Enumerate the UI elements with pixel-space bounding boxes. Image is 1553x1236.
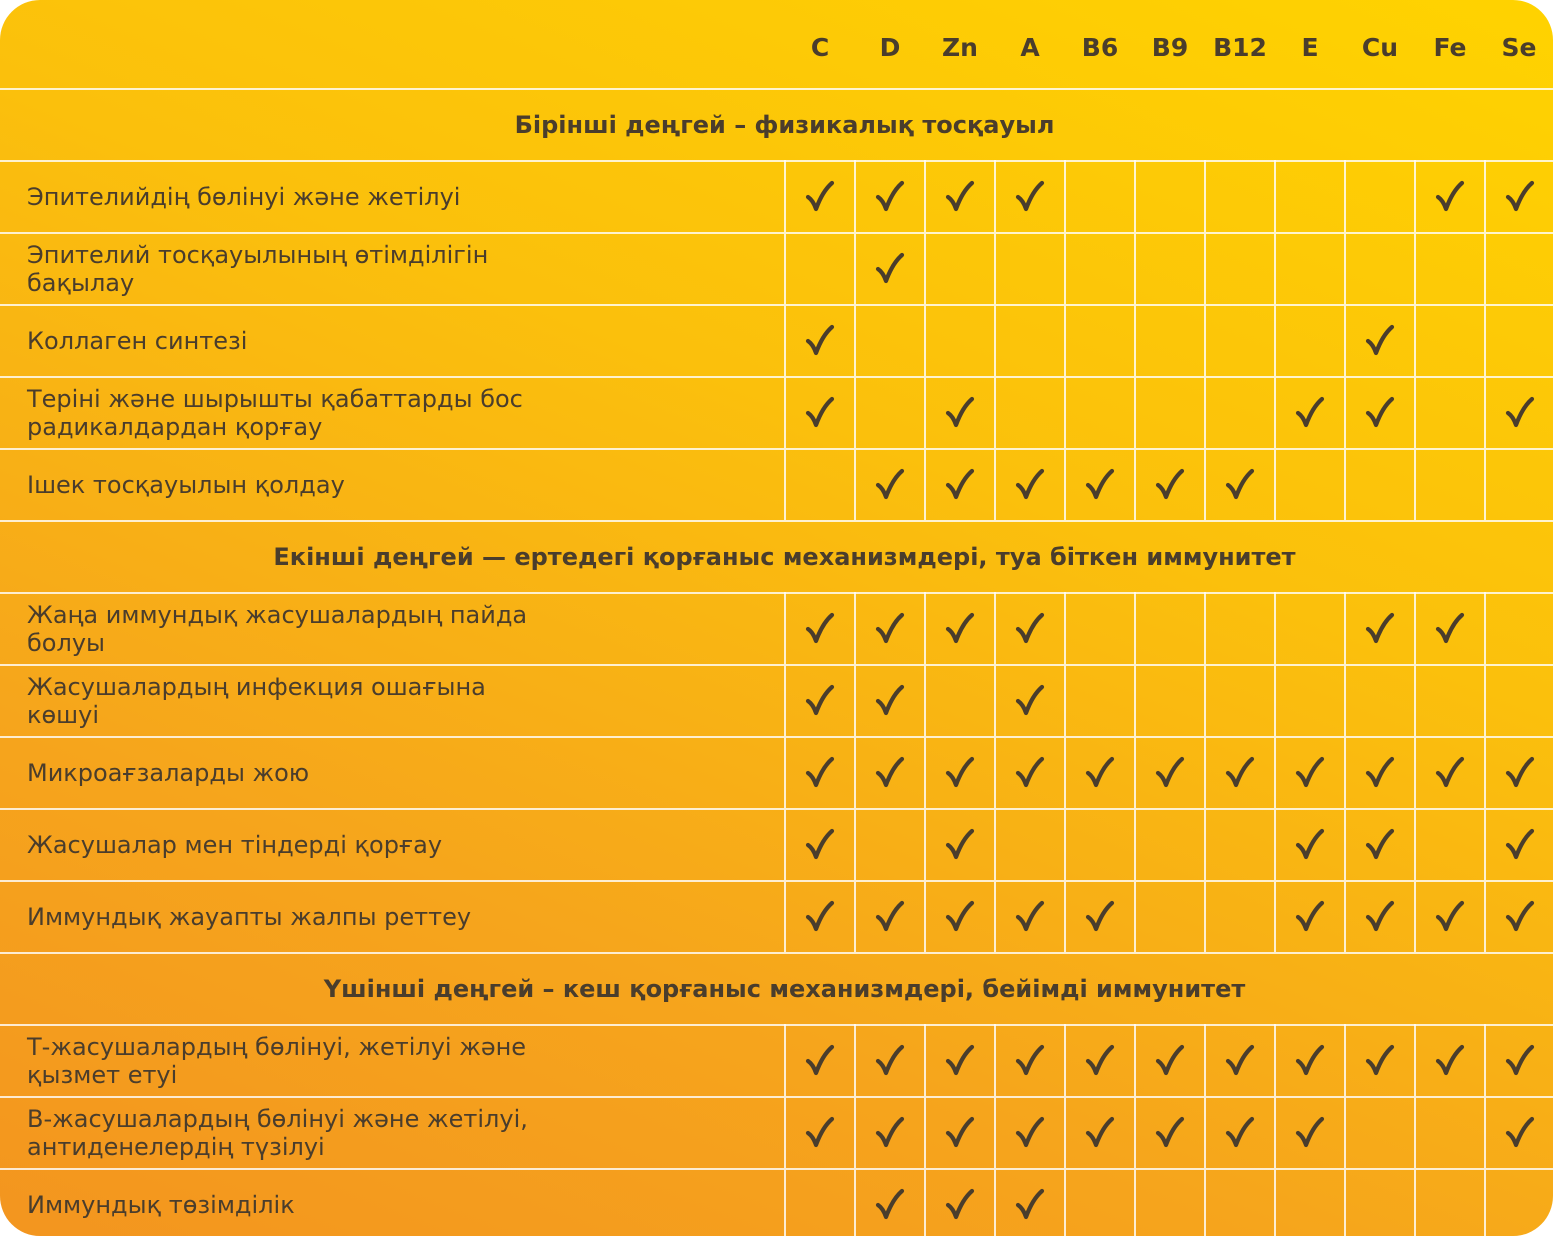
cell-a bbox=[995, 233, 1065, 305]
column-header-row bbox=[0, 0, 1553, 89]
cell-zn bbox=[925, 737, 995, 809]
section-row bbox=[0, 89, 1553, 161]
cell-fe bbox=[1415, 881, 1485, 953]
checkmark-icon bbox=[1015, 180, 1045, 214]
cell-b6 bbox=[1065, 1097, 1135, 1169]
checkmark-icon bbox=[1015, 612, 1045, 646]
cell-se bbox=[1485, 665, 1553, 737]
checkmark-icon bbox=[875, 684, 905, 718]
cell-fe bbox=[1415, 1025, 1485, 1097]
cell-cu bbox=[1345, 161, 1415, 233]
row-label: Иммундық жауапты жалпы реттеу bbox=[0, 881, 785, 953]
checkmark-icon bbox=[1505, 756, 1535, 790]
checkmark-icon bbox=[1505, 828, 1535, 862]
checkmark-icon bbox=[945, 756, 975, 790]
cell-fe bbox=[1415, 665, 1485, 737]
checkmark-icon bbox=[1015, 1044, 1045, 1078]
checkmark-icon bbox=[1295, 1116, 1325, 1150]
column-header-e: E bbox=[1275, 0, 1345, 89]
checkmark-icon bbox=[1365, 396, 1395, 430]
cell-b6 bbox=[1065, 449, 1135, 521]
cell-b12 bbox=[1205, 161, 1275, 233]
checkmark-icon bbox=[945, 1044, 975, 1078]
checkmark-icon bbox=[1365, 900, 1395, 934]
cell-b6 bbox=[1065, 881, 1135, 953]
checkmark-icon bbox=[1365, 828, 1395, 862]
cell-cu bbox=[1345, 1169, 1415, 1236]
cell-c bbox=[785, 1025, 855, 1097]
cell-b9 bbox=[1135, 305, 1205, 377]
cell-d bbox=[855, 1025, 925, 1097]
cell-c bbox=[785, 449, 855, 521]
cell-a bbox=[995, 809, 1065, 881]
cell-se bbox=[1485, 449, 1553, 521]
cell-c bbox=[785, 737, 855, 809]
column-header-b9: B9 bbox=[1135, 0, 1205, 89]
cell-fe bbox=[1415, 737, 1485, 809]
cell-a bbox=[995, 377, 1065, 449]
checkmark-icon bbox=[1295, 1044, 1325, 1078]
cell-b12 bbox=[1205, 1169, 1275, 1236]
checkmark-icon bbox=[1435, 900, 1465, 934]
checkmark-icon bbox=[1505, 1116, 1535, 1150]
checkmark-icon bbox=[1435, 1044, 1465, 1078]
cell-cu bbox=[1345, 1097, 1415, 1169]
checkmark-icon bbox=[1365, 756, 1395, 790]
cell-d bbox=[855, 593, 925, 665]
row-label: Иммундық төзімділік bbox=[27, 1191, 295, 1219]
checkmark-icon bbox=[805, 180, 835, 214]
checkmark-icon bbox=[1505, 900, 1535, 934]
table-row bbox=[0, 1025, 1553, 1097]
cell-b6 bbox=[1065, 161, 1135, 233]
section-row bbox=[0, 953, 1553, 1025]
cell-d bbox=[855, 881, 925, 953]
section-title: Бірінші деңгей – физикалық тосқауыл bbox=[0, 89, 1553, 161]
cell-c bbox=[785, 305, 855, 377]
row-label: Жасушалар мен тіндерді қорғау bbox=[0, 809, 785, 881]
checkmark-icon bbox=[1225, 1116, 1255, 1150]
cell-b12 bbox=[1205, 809, 1275, 881]
table-row bbox=[0, 377, 1553, 449]
table-row bbox=[0, 593, 1553, 665]
cell-b6 bbox=[1065, 305, 1135, 377]
row-label: Жасушалардың инфекция ошағына көшуі bbox=[0, 665, 785, 737]
cell-se bbox=[1485, 593, 1553, 665]
table-row bbox=[0, 881, 1553, 953]
cell-d bbox=[855, 737, 925, 809]
checkmark-icon bbox=[945, 1116, 975, 1150]
cell-b9 bbox=[1135, 881, 1205, 953]
cell-se bbox=[1485, 1025, 1553, 1097]
row-label: Микроағзаларды жою bbox=[0, 737, 785, 809]
checkmark-icon bbox=[1155, 756, 1185, 790]
cell-c bbox=[785, 809, 855, 881]
cell-b12 bbox=[1205, 665, 1275, 737]
cell-d bbox=[855, 305, 925, 377]
cell-fe bbox=[1415, 305, 1485, 377]
checkmark-icon bbox=[1295, 900, 1325, 934]
cell-fe bbox=[1415, 809, 1485, 881]
cell-cu bbox=[1345, 809, 1415, 881]
cell-zn bbox=[925, 161, 995, 233]
cell-b9 bbox=[1135, 449, 1205, 521]
cell-b6 bbox=[1065, 593, 1135, 665]
cell-zn bbox=[925, 449, 995, 521]
cell-b6 bbox=[1065, 1025, 1135, 1097]
cell-zn bbox=[925, 1097, 995, 1169]
checkmark-icon bbox=[945, 900, 975, 934]
cell-b12 bbox=[1205, 1025, 1275, 1097]
cell-b9 bbox=[1135, 1025, 1205, 1097]
cell-a bbox=[995, 593, 1065, 665]
cell-b6 bbox=[1065, 809, 1135, 881]
column-header-cu: Cu bbox=[1345, 0, 1415, 89]
cell-d bbox=[855, 809, 925, 881]
cell-se bbox=[1485, 809, 1553, 881]
checkmark-icon bbox=[1085, 1044, 1115, 1078]
cell-b12 bbox=[1205, 233, 1275, 305]
cell-cu bbox=[1345, 1025, 1415, 1097]
cell-c bbox=[785, 593, 855, 665]
checkmark-icon bbox=[875, 1044, 905, 1078]
cell-zn bbox=[925, 593, 995, 665]
cell-se bbox=[1485, 305, 1553, 377]
checkmark-icon bbox=[805, 828, 835, 862]
cell-e bbox=[1275, 881, 1345, 953]
cell-cu bbox=[1345, 233, 1415, 305]
column-header-fe: Fe bbox=[1415, 0, 1485, 89]
cell-cu bbox=[1345, 593, 1415, 665]
table-row bbox=[0, 233, 1553, 305]
cell-b12 bbox=[1205, 305, 1275, 377]
checkmark-icon bbox=[1505, 180, 1535, 214]
column-header-se: Se bbox=[1485, 0, 1553, 89]
row-label: Ішек тосқауылын қолдау bbox=[0, 449, 785, 521]
cell-zn bbox=[925, 881, 995, 953]
checkmark-icon bbox=[875, 252, 905, 286]
checkmark-icon bbox=[1365, 612, 1395, 646]
column-header-c: C bbox=[785, 0, 855, 89]
cell-fe bbox=[1415, 233, 1485, 305]
cell-b6 bbox=[1065, 737, 1135, 809]
cell-b9 bbox=[1135, 737, 1205, 809]
cell-d bbox=[855, 1169, 925, 1236]
checkmark-icon bbox=[1155, 1044, 1185, 1078]
cell-b6 bbox=[1065, 377, 1135, 449]
cell-cu bbox=[1345, 305, 1415, 377]
checkmark-icon bbox=[1435, 612, 1465, 646]
row-label: Т-жасушалардың бөлінуі, жетілуі және қызмет етуі bbox=[0, 1025, 785, 1097]
header-corner bbox=[0, 0, 785, 89]
cell-c bbox=[785, 161, 855, 233]
cell-d bbox=[855, 233, 925, 305]
cell-c bbox=[785, 1097, 855, 1169]
checkmark-icon bbox=[1295, 828, 1325, 862]
cell-b9 bbox=[1135, 593, 1205, 665]
checkmark-icon bbox=[805, 612, 835, 646]
cell-d bbox=[855, 377, 925, 449]
checkmark-icon bbox=[1155, 1116, 1185, 1150]
table-row bbox=[0, 809, 1553, 881]
cell-se bbox=[1485, 881, 1553, 953]
checkmark-icon bbox=[1225, 756, 1255, 790]
cell-se bbox=[1485, 1169, 1553, 1236]
checkmark-icon bbox=[805, 1044, 835, 1078]
cell-e bbox=[1275, 1097, 1345, 1169]
cell-fe bbox=[1415, 449, 1485, 521]
cell-d bbox=[855, 1097, 925, 1169]
checkmark-icon bbox=[1295, 756, 1325, 790]
checkmark-icon bbox=[805, 324, 835, 358]
section-title: Екінші деңгей — ертедегі қорғаныс механизмдері, туа біткен иммунитет bbox=[0, 521, 1553, 593]
checkmark-icon bbox=[1155, 468, 1185, 502]
checkmark-icon bbox=[1085, 756, 1115, 790]
cell-fe bbox=[1415, 1097, 1485, 1169]
section-title: Үшінші деңгей – кеш қорғаныс механизмдері, бейімді иммунитет bbox=[0, 953, 1553, 1025]
cell-b12 bbox=[1205, 449, 1275, 521]
cell-e bbox=[1275, 377, 1345, 449]
cell-e bbox=[1275, 593, 1345, 665]
cell-a bbox=[995, 161, 1065, 233]
cell-se bbox=[1485, 737, 1553, 809]
checkmark-icon bbox=[805, 900, 835, 934]
cell-b12 bbox=[1205, 1097, 1275, 1169]
column-header-zn: Zn bbox=[925, 0, 995, 89]
cell-b12 bbox=[1205, 881, 1275, 953]
cell-d bbox=[855, 161, 925, 233]
cell-e bbox=[1275, 1025, 1345, 1097]
checkmark-icon bbox=[1435, 180, 1465, 214]
cell-d bbox=[855, 665, 925, 737]
cell-b9 bbox=[1135, 161, 1205, 233]
checkmark-icon bbox=[875, 756, 905, 790]
cell-zn bbox=[925, 305, 995, 377]
checkmark-icon bbox=[1015, 756, 1045, 790]
column-header-b6: B6 bbox=[1065, 0, 1135, 89]
cell-e bbox=[1275, 161, 1345, 233]
checkmark-icon bbox=[875, 1116, 905, 1150]
cell-fe bbox=[1415, 161, 1485, 233]
cell-fe bbox=[1415, 593, 1485, 665]
column-header-b12: B12 bbox=[1205, 0, 1275, 89]
cell-c bbox=[785, 377, 855, 449]
column-header-a: A bbox=[995, 0, 1065, 89]
checkmark-icon bbox=[1085, 468, 1115, 502]
cell-cu bbox=[1345, 665, 1415, 737]
checkmark-icon bbox=[875, 1188, 905, 1222]
checkmark-icon bbox=[945, 828, 975, 862]
cell-b9 bbox=[1135, 233, 1205, 305]
checkmark-icon bbox=[1015, 900, 1045, 934]
checkmark-icon bbox=[1015, 468, 1045, 502]
cell-b9 bbox=[1135, 1097, 1205, 1169]
cell-cu bbox=[1345, 737, 1415, 809]
cell-se bbox=[1485, 161, 1553, 233]
cell-se bbox=[1485, 1097, 1553, 1169]
checkmark-icon bbox=[805, 684, 835, 718]
checkmark-icon bbox=[805, 396, 835, 430]
column-header-d: D bbox=[855, 0, 925, 89]
section-row bbox=[0, 521, 1553, 593]
cell-fe bbox=[1415, 377, 1485, 449]
checkmark-icon bbox=[1085, 1116, 1115, 1150]
cell-cu bbox=[1345, 881, 1415, 953]
cell-a bbox=[995, 305, 1065, 377]
cell-e bbox=[1275, 449, 1345, 521]
cell-b6 bbox=[1065, 233, 1135, 305]
checkmark-icon bbox=[875, 900, 905, 934]
checkmark-icon bbox=[1505, 396, 1535, 430]
cell-b9 bbox=[1135, 377, 1205, 449]
cell-c bbox=[785, 233, 855, 305]
checkmark-icon bbox=[1015, 1188, 1045, 1222]
checkmark-icon bbox=[1225, 1044, 1255, 1078]
checkmark-icon bbox=[945, 468, 975, 502]
checkmark-icon bbox=[945, 1188, 975, 1222]
cell-a bbox=[995, 1169, 1065, 1236]
checkmark-icon bbox=[1365, 324, 1395, 358]
cell-zn bbox=[925, 665, 995, 737]
checkmark-icon bbox=[1085, 900, 1115, 934]
cell-zn bbox=[925, 1025, 995, 1097]
cell-zn bbox=[925, 233, 995, 305]
cell-e bbox=[1275, 305, 1345, 377]
row-label: Эпителийдің бөлінуі және жетілуі bbox=[0, 161, 785, 233]
cell-b12 bbox=[1205, 593, 1275, 665]
cell-b9 bbox=[1135, 809, 1205, 881]
cell-cu bbox=[1345, 377, 1415, 449]
checkmark-icon bbox=[875, 180, 905, 214]
cell-a bbox=[995, 737, 1065, 809]
cell-cu bbox=[1345, 449, 1415, 521]
cell-c bbox=[785, 1169, 855, 1236]
cell-c bbox=[785, 881, 855, 953]
checkmark-icon bbox=[1295, 396, 1325, 430]
checkmark-icon bbox=[945, 396, 975, 430]
row-label: Коллаген синтезі bbox=[0, 305, 785, 377]
cell-a bbox=[995, 1097, 1065, 1169]
cell-a bbox=[995, 665, 1065, 737]
row-label: Теріні және шырышты қабаттарды бос радикалдардан қорғау bbox=[0, 377, 785, 449]
checkmark-icon bbox=[1225, 468, 1255, 502]
row-label: В-жасушалардың бөлінуі және жетілуі, антиденелердің түзілуі bbox=[0, 1097, 785, 1169]
row-label: Эпителий тосқауылының өтімділігін бақылау bbox=[0, 233, 785, 305]
checkmark-icon bbox=[805, 1116, 835, 1150]
cell-e bbox=[1275, 1169, 1345, 1236]
cell-e bbox=[1275, 665, 1345, 737]
cell-a bbox=[995, 881, 1065, 953]
cell-zn bbox=[925, 377, 995, 449]
cell-a bbox=[995, 1025, 1065, 1097]
cell-b12 bbox=[1205, 377, 1275, 449]
cell-b6 bbox=[1065, 665, 1135, 737]
cell-b9 bbox=[1135, 665, 1205, 737]
table-row bbox=[0, 161, 1553, 233]
cell-b12 bbox=[1205, 737, 1275, 809]
checkmark-icon bbox=[875, 612, 905, 646]
table-row bbox=[0, 665, 1553, 737]
cell-e bbox=[1275, 737, 1345, 809]
cell-d bbox=[855, 449, 925, 521]
checkmark-icon bbox=[1015, 684, 1045, 718]
table-row bbox=[0, 1097, 1553, 1169]
checkmark-icon bbox=[875, 468, 905, 502]
cell-zn bbox=[925, 809, 995, 881]
cell-fe bbox=[1415, 1169, 1485, 1236]
cell-b9 bbox=[1135, 1169, 1205, 1236]
cell-b6 bbox=[1065, 1169, 1135, 1236]
checkmark-icon bbox=[1505, 1044, 1535, 1078]
cell-se bbox=[1485, 377, 1553, 449]
cell-se bbox=[1485, 233, 1553, 305]
cell-e bbox=[1275, 809, 1345, 881]
checkmark-icon bbox=[805, 756, 835, 790]
row-label: Жаңа иммундық жасушалардың пайда болуы bbox=[0, 593, 785, 665]
table-row bbox=[0, 1169, 1553, 1236]
checkmark-icon bbox=[1435, 756, 1465, 790]
cell-zn bbox=[925, 1169, 995, 1236]
table-row bbox=[0, 449, 1553, 521]
cell-a bbox=[995, 449, 1065, 521]
table-row bbox=[0, 305, 1553, 377]
checkmark-icon bbox=[1015, 1116, 1045, 1150]
checkmark-icon bbox=[945, 180, 975, 214]
table-row bbox=[0, 737, 1553, 809]
cell-c bbox=[785, 665, 855, 737]
checkmark-icon bbox=[945, 612, 975, 646]
checkmark-icon bbox=[1365, 1044, 1395, 1078]
cell-e bbox=[1275, 233, 1345, 305]
